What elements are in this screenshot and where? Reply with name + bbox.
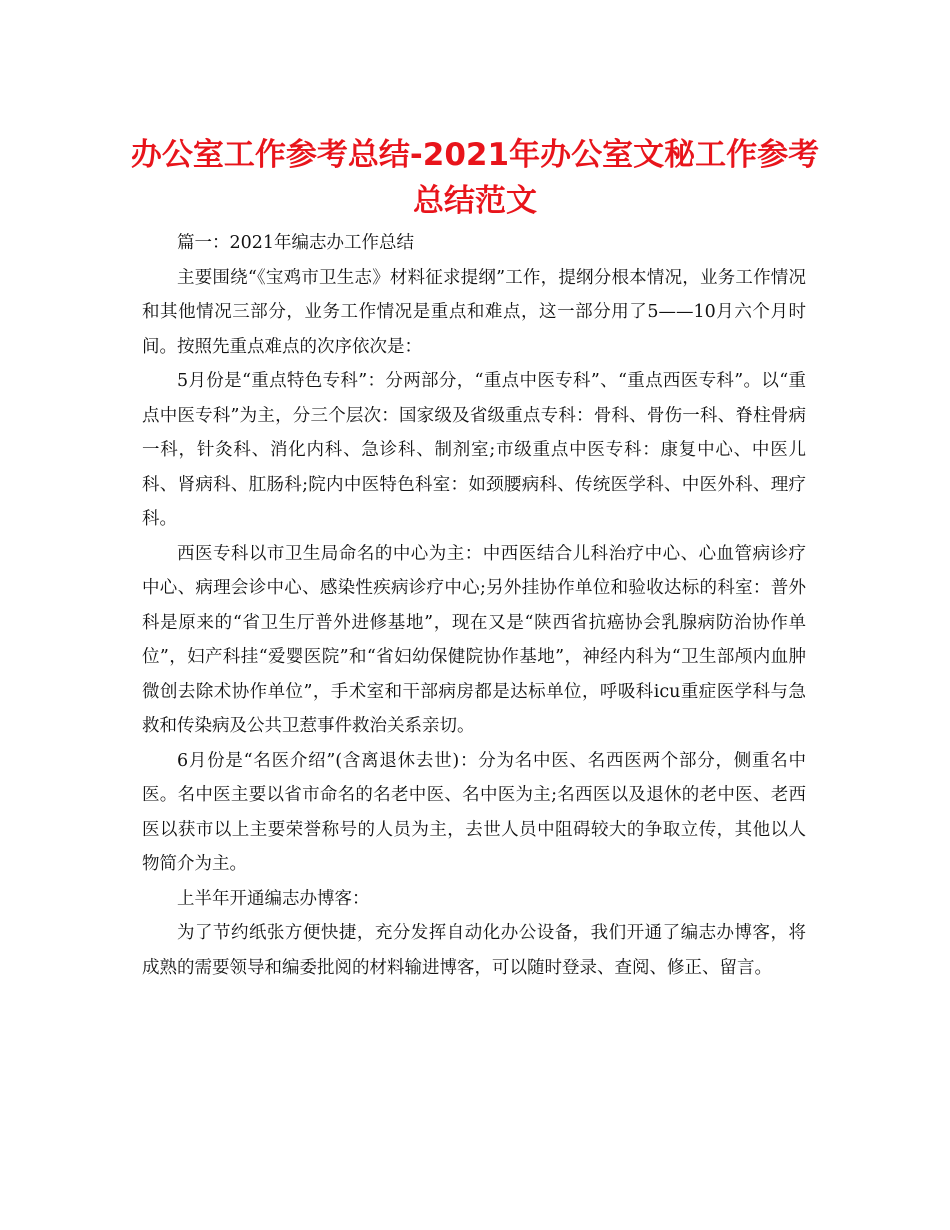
paragraph-heading: 篇一：2021年编志办工作总结 xyxy=(177,233,415,253)
document-title: 办公室工作参考总结-2021年办公室文秘工作参考总结范文 xyxy=(130,137,820,219)
paragraph: 5月份是“重点特色专科”：分两部分，“重点中医专科”、“重点西医专科”。以“重点中医专科”为主，分三个层次：国家级及省级重点专科：骨科、骨伤一科、脊柱骨病一科，针灸科、消化内科、急诊科、制剂室;市级重点中医专科：康复中心、中医儿科、肾病科、肛肠科;院内中医特色科室：如颈腰病科、传统医学科、中医外科、理疗科。 xyxy=(142,371,806,529)
paragraph: 西医专科以市卫生局命名的中心为主：中西医结合儿科治疗中心、心血管病诊疗中心、病理会诊中心、感染性疾病诊疗中心;另外挂协作单位和验收达标的科室：普外科是原来的“省卫生厅普外进修基地”，现在又是“陕西省抗癌协会乳腺病防治协作单位”，妇产科挂“爱婴医院”和“省妇幼保健院协作基地”，神经内科为“卫生部颅内血肿微创去除术协作单位”，手术室和干部病房都是达标单位，呼吸科icu重症医学科与急救和传染病及公共卫惹事件救治关系亲切。 xyxy=(142,543,806,736)
paragraph-subheading: 上半年开通编志办博客： xyxy=(177,888,370,909)
paragraph: 主要围绕“《宝鸡市卫生志》材料征求提纲”工作，提纲分根本情况，业务工作情况和其他情况三部分，业务工作情况是重点和难点，这一部分用了5——10月六个月时间。按照先重点难点的次序依次是： xyxy=(142,267,806,357)
document-body xyxy=(142,226,806,985)
paragraph: 为了节约纸张方便快捷，充分发挥自动化办公设备，我们开通了编志办博客，将成熟的需要领导和编委批阅的材料输进博客，可以随时登录、查阅、修正、留言。 xyxy=(142,923,806,978)
paragraph: 6月份是“名医介绍”(含离退休去世)：分为名中医、名西医两个部分，侧重名中医。名中医主要以省市命名的名老中医、名中医为主;名西医以及退休的老中医、老西医以获市以上主要荣誉称号的人员为主，去世人员中阻碍较大的争取立传，其他以人物简介为主。 xyxy=(142,750,806,874)
